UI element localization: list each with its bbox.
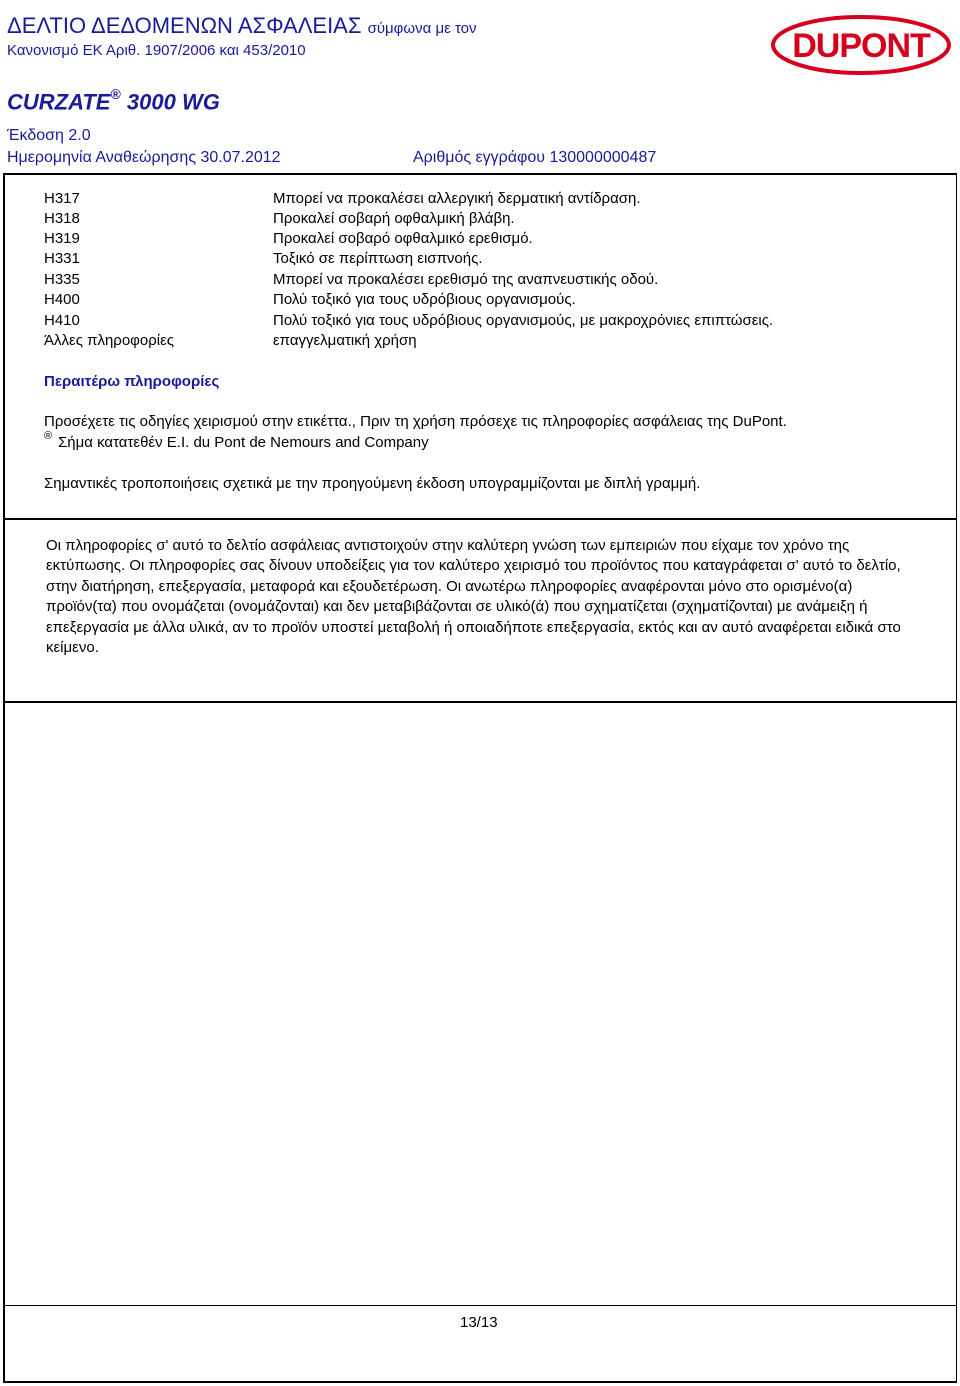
- hazard-code: H410: [44, 312, 80, 329]
- trademark-note: Σήμα κατατεθέν E.I. du Pont de Nemours and Company: [58, 434, 429, 451]
- footer-divider: [3, 1305, 957, 1306]
- product-name-suffix: 3000 WG: [126, 89, 220, 115]
- document-title-suffix: σύμφωνα με τον: [367, 20, 477, 37]
- hazard-code: Άλλες πληροφορίες: [44, 332, 175, 349]
- hazard-text: Τοξικό σε περίπτωση εισπνοής.: [273, 250, 483, 267]
- document-title-main: ΔΕΛΤΙΟ ΔΕΔΟΜΕΝΩΝ ΑΣΦΑΛΕΙΑΣ: [7, 13, 362, 38]
- frame-top-border: [3, 173, 957, 175]
- product-name: [7, 88, 220, 115]
- frame-bottom-border: [3, 1381, 957, 1383]
- hazard-text: Προκαλεί σοβαρή οφθαλμική βλάβη.: [273, 210, 515, 227]
- hazard-code: H331: [44, 250, 80, 267]
- revision-date: Ημερομηνία Αναθεώρησης 30.07.2012: [7, 149, 281, 166]
- hazard-text: Μπορεί να προκαλέσει ερεθισμό της αναπνευστικής οδού.: [273, 271, 659, 288]
- hazard-code: H318: [44, 210, 80, 227]
- section-divider: [3, 701, 957, 703]
- hazard-code: H317: [44, 190, 80, 207]
- document-number: Αριθμός εγγράφου 130000000487: [413, 149, 657, 166]
- hazard-text: Μπορεί να προκαλέσει αλλεργική δερματική αντίδραση.: [273, 190, 641, 207]
- regulation-line: Κανονισμό ΕΚ Αριθ. 1907/2006 και 453/2010: [7, 42, 306, 59]
- handling-note: Προσέχετε τις οδηγίες χειρισμού στην ετικέττα., Πριν τη χρήση πρόσεχε τις πληροφορίες ασφάλειας της DuPont.: [44, 413, 787, 430]
- registered-mark: ®: [110, 86, 121, 102]
- hazard-code: H400: [44, 291, 80, 308]
- frame-left-border: [3, 173, 5, 1382]
- hazard-text: Προκαλεί σοβαρό οφθαλμικό ερεθισμό.: [273, 230, 533, 247]
- section-divider: [3, 518, 957, 520]
- trademark-symbol: ®: [44, 430, 53, 442]
- hazard-code: H319: [44, 230, 80, 247]
- product-name-main: CURZATE: [7, 89, 111, 115]
- hazard-text: επαγγελματική χρήση: [273, 332, 417, 349]
- section-heading: Περαιτέρω πληροφορίες: [44, 373, 220, 390]
- hazard-text: Πολύ τοξικό για τους υδρόβιους οργανισμούς.: [273, 291, 576, 308]
- page-number: 13/13: [460, 1314, 498, 1331]
- hazard-text: Πολύ τοξικό για τους υδρόβιους οργανισμούς, με μακροχρόνιες επιπτώσεις.: [273, 312, 774, 329]
- logo-wordmark: DUPONT: [792, 27, 930, 65]
- version-label: Έκδοση 2.0: [7, 127, 91, 144]
- dupont-logo: [770, 14, 952, 76]
- frame-right-border: [956, 173, 958, 1382]
- changes-note: Σημαντικές τροποποιήσεις σχετικά με την προηγούμενη έκδοση υπογραμμίζονται με διπλή γραμμή.: [44, 475, 701, 492]
- document-title: [7, 13, 477, 39]
- disclaimer-paragraph: Οι πληροφορίες σ' αυτό το δελτίο ασφάλειας αντιστοιχούν στην καλύτερη γνώση των εμπειριών που είχαμε τον χρόνο της εκτύπωσης. Οι πληροφορίες σας δίνουν υποδείξεις για τον καλύτερο χειρισμό του προϊόντος που καταγράφεται σ' αυτό το δελτίο, στην διατήρηση, επεξεργασία, μεταφορά και εξουδετέρωση. Οι ανωτέρω πληροφορίες αναφέρονται μόνο στο ορισμένο(α) προϊόν(τα) που ονομάζεται (ονομάζονται) και δεν μεταβιβάζονται σε υλικό(ά) που σχηματίζεται (σχηματίζονται) με ανάμειξη ή επεξεργασία με άλλα υλικά, αν το προϊόν υποστεί μεταβολή ή οποιαδήποτε επεξεργασία, εκτός και αν αυτό αναφέρεται ειδικά στο κείμενο.: [46, 537, 901, 657]
- hazard-code: H335: [44, 271, 80, 288]
